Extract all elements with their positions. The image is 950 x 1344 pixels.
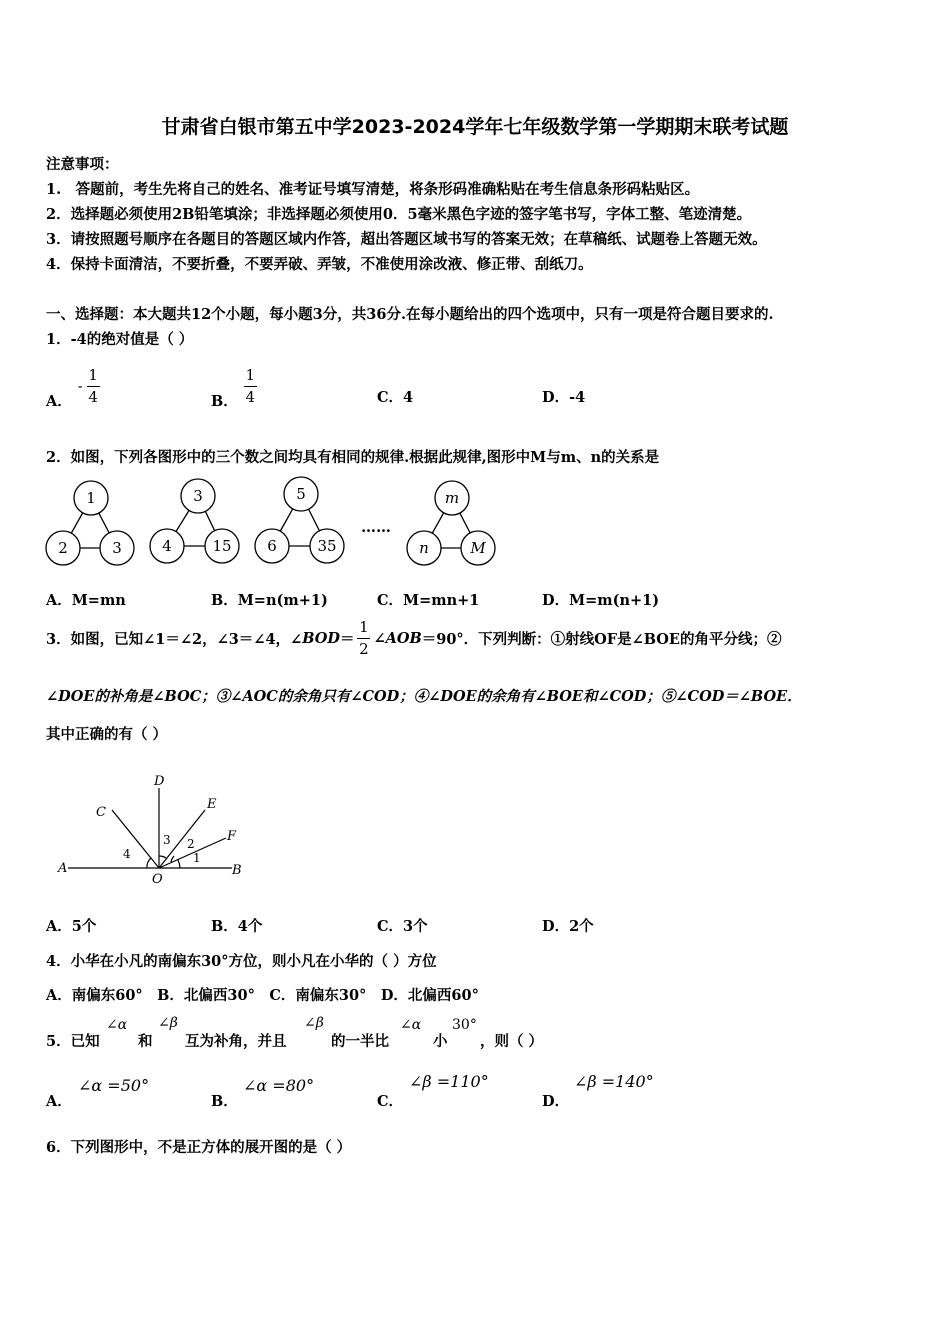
q1-option-b-fraction (244, 368, 257, 405)
label-angle-2: 2 (187, 837, 195, 851)
q3-option-d: D．2个 (542, 918, 594, 935)
label-f: F (227, 829, 237, 844)
notice-item-2: 2．选择题必须使用2B铅笔填涂；非选择题必须使用0．5毫米黑色字迹的签字笔书写，字体工整、笔迹清楚。 (46, 206, 752, 223)
q6-stem: 6．下列图形中，不是正方体的展开图的是（ ） (46, 1139, 352, 1156)
fig3-left: 6 (267, 537, 277, 555)
section-heading: 一、选择题：本大题共12个小题，每小题3分，共36分.在每小题给出的四个选项中，只有一项是符合题目要求的. (46, 306, 774, 323)
label-angle-4: 4 (123, 847, 131, 861)
fig2-right: 15 (212, 537, 232, 555)
q5-option-b-label: B． (211, 1093, 238, 1110)
q5-s2: 和 (138, 1033, 153, 1050)
q5-option-a-label: A． (46, 1093, 72, 1110)
q5-deg: 30° (452, 1017, 477, 1033)
q3-line-1-a: 3．如图，已知∠1＝∠2，∠3＝∠4，∠ (46, 631, 303, 648)
q5-option-c-value: ∠β =110° (409, 1072, 489, 1091)
fig1-top: 1 (86, 489, 96, 507)
q3-eq: ＝ (339, 631, 355, 648)
q5-alpha: ∠α (106, 1017, 128, 1033)
q1-option-b-den: 4 (245, 388, 256, 406)
q5-beta-2: ∠β (304, 1015, 324, 1031)
q3-line-1 (46, 620, 781, 657)
label-angle-3: 3 (163, 833, 171, 847)
fig2-top: 3 (193, 487, 203, 505)
q3-option-a: A．5个 (46, 918, 97, 935)
q2-option-b: B．M=n(m+1) (211, 592, 328, 609)
q3-option-b: B．4个 (211, 918, 263, 935)
notice-item-4: 4．保持卡面清洁，不要折叠，不要弄破、弄皱，不准使用涂改液、修正带、刮纸刀。 (46, 256, 593, 273)
label-o: O (152, 872, 163, 887)
q3-bod: BOD (302, 630, 340, 647)
label-d: D (154, 774, 165, 789)
q1-option-a-label: A． (46, 393, 72, 410)
q1-option-b-num: 1 (245, 366, 256, 384)
q4-stem: 4．小华在小凡的南偏东30°方位，则小凡在小华的（ ）方位 (46, 953, 437, 970)
q3-aob: AOB (385, 630, 422, 647)
q3-fraction (357, 620, 370, 657)
q5-s1: 5．已知 (46, 1033, 100, 1050)
fig3-top: 5 (296, 485, 306, 503)
q3-line-2: ∠DOE的补角是∠BOC；③∠AOC的余角只有∠COD；④∠DOE的余角有∠BOE和∠COD；⑤∠COD＝∠BOE． (46, 688, 802, 705)
q3-frac-den: 2 (359, 640, 369, 658)
fraction-bar (357, 638, 370, 639)
q1-option-a-fraction (87, 368, 100, 405)
q5-alpha-2: ∠α (400, 1017, 422, 1033)
q1-option-a-sign: - (77, 378, 83, 395)
q2-triangle-figures (40, 476, 510, 576)
final-top: m (444, 489, 460, 507)
label-a: A (58, 861, 68, 876)
q3-line-1-c: ＝90°．下列判断：①射线OF是∠BOE的角平分线；② (421, 631, 782, 648)
q5-option-b-value: ∠α =80° (243, 1076, 315, 1095)
fig1-right: 3 (112, 539, 122, 557)
q2-option-a: A．M=mn (46, 592, 126, 609)
q5-option-a-value: ∠α =50° (78, 1076, 150, 1095)
q4-options: A．南偏东60° B．北偏西30° C．南偏东30° D．北偏西60° (46, 987, 479, 1004)
q2-option-d: D．M=m(n+1) (542, 592, 660, 609)
q2-stem: 2．如图，下列各图形中的三个数之间均具有相同的规律.根据此规律,图形中M与m、n的关系是 (46, 449, 660, 466)
q3-angle-figure (50, 770, 270, 890)
fig1-left: 2 (58, 539, 68, 557)
q1-stem: 1．-4的绝对值是（ ） (46, 331, 194, 348)
final-right: M (470, 539, 486, 557)
angle-arc-3 (159, 856, 166, 858)
q1-option-d: D．-4 (542, 389, 586, 406)
q5-s5: 小 (433, 1033, 448, 1050)
page-title: 甘肃省白银市第五中学2023-2024学年七年级数学第一学期期末联考试题 (161, 116, 789, 138)
q1-option-a (46, 362, 100, 411)
label-e: E (207, 797, 217, 812)
label-b: B (232, 863, 242, 878)
q3-option-c: C．3个 (377, 918, 428, 935)
angle-arc-4 (147, 858, 151, 868)
q1-option-b-label: B． (211, 393, 238, 410)
notice-heading: 注意事项： (46, 156, 119, 173)
q1-option-a-num: 1 (88, 366, 98, 384)
dots: …… (361, 518, 391, 536)
q5-beta: ∠β (158, 1015, 178, 1031)
notice-item-1: 1. 答题前，考生先将自己的姓名、准考证号填写清楚，将条形码准确粘贴在考生信息条形码粘贴区。 (46, 181, 700, 198)
q1-option-b (211, 362, 257, 411)
q2-option-c: C．M=mn+1 (377, 592, 480, 609)
final-left: n (419, 539, 429, 557)
q3-frac-num: 1 (359, 618, 369, 636)
q1-option-c: C．4 (377, 389, 414, 406)
q5-option-c-label: C． (377, 1093, 404, 1110)
notice-item-3: 3．请按照题号顺序在各题目的答题区域内作答，超出答题区域书写的答案无效；在草稿纸、试题卷上答题无效。 (46, 231, 767, 248)
q3-line-3: 其中正确的有（ ） (46, 726, 168, 743)
q5-s6: ，则（ ） (480, 1033, 544, 1050)
fig2-left: 4 (162, 537, 172, 555)
q5-option-d-label: D． (542, 1093, 570, 1110)
q5-s4: 的一半比 (331, 1033, 389, 1050)
label-c: C (96, 805, 106, 820)
q5-option-d-value: ∠β =140° (574, 1072, 654, 1091)
q3-line-1-b: ∠ (373, 630, 386, 647)
q1-option-a-den: 4 (88, 388, 98, 406)
angle-arc-1 (178, 860, 180, 868)
fig3-right: 35 (317, 537, 337, 555)
q5-s3: 互为补角，并且 (185, 1033, 287, 1050)
fraction-bar (244, 386, 257, 387)
label-angle-1: 1 (193, 851, 201, 865)
fraction-bar (87, 386, 100, 387)
ray-oc (112, 810, 159, 868)
